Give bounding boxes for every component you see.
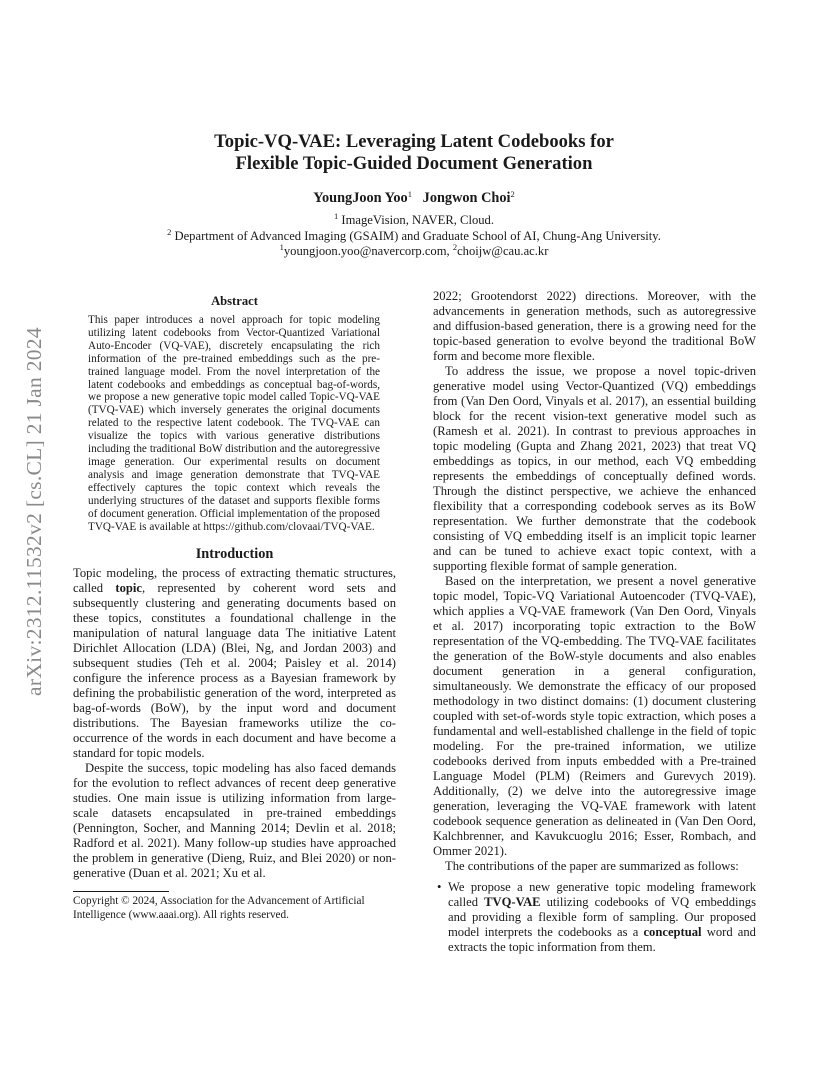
affiliation-text: ImageVision, NAVER, Cloud. — [338, 213, 494, 227]
arxiv-identifier — [16, 291, 52, 731]
email-1: youngjoon.yoo@navercorp.com, — [283, 244, 453, 258]
paper-title — [100, 131, 728, 175]
author-name: YoungJoon Yoo — [313, 190, 408, 206]
contributions-list — [433, 880, 756, 955]
copyright-notice: Copyright © 2024, Association for the Advancement of Artificial Intelligence (www.aaai.org). All rights reserved. — [73, 895, 365, 921]
author-emails — [100, 244, 728, 259]
intro-p1-text: Topic modeling, the process of extracting thematic structures, called — [73, 566, 396, 596]
arxiv-identifier-text: arXiv:2312.11532v2 [cs.CL] 21 Jan 2024 — [21, 326, 46, 696]
affiliation-mark: 1 — [334, 211, 339, 221]
author-list — [100, 190, 728, 207]
intro-paragraph-2: Despite the success, topic modeling has also faced demands for the evolution to reflect advances of recent deep generative studies. One main issue is utilizing information from large-scale datasets encapsulated in pre-trained embeddings (Pennington, Socher, and Manning 2014; Devlin et al. 2018; Radford et al. 2021). Many follow-up studies have approached the problem in generative (Dieng, Ruiz, and Blei 2020) or non-generative (Duan et al. 2021; Xu et al. — [73, 761, 396, 881]
right-column — [433, 289, 756, 955]
intro-p1-text-cont: , represented by coherent word sets and subsequently clustering and generating documents based on these topics, constitutes a foundational challenge in the manipulation of natural language data The initiative Latent Dirichlet Allocation (LDA) (Blei, Ng, and Jordan 2003) and subsequent studies (Teh et al. 2004; Paisley et al. 2014) configure the inference process as a Bayesian framework by defining the probabilistic generation of the word, interpreted as bag-of-words (BoW), by the input word and document distributions. The Bayesian frameworks utilize the co-occurrence of the words in each document and have become a standard for topic models. — [73, 581, 396, 761]
affiliation-text: Department of Advanced Imaging (GSAIM) and Graduate School of AI, Chung-Ang University. — [171, 229, 661, 243]
footnote-rule — [73, 891, 169, 892]
introduction-heading: Introduction — [195, 546, 274, 563]
author-affiliation-mark: 1 — [407, 189, 412, 199]
abstract-text: This paper introduces a novel approach for topic modeling utilizing latent codebooks from Vector-Quantized Variational Auto-Encoder (VQ-VAE), discretely encapsulating the rich information of the pre-trained embeddings such as the pre-trained language model. From the novel interpretation of the latent codebooks and embeddings as conceptual bag-of-words, we propose a new generative topic model called Topic-VQ-VAE (TVQ-VAE) which inversely generates the original documents related to the respective latent codebook. The TVQ-VAE can visualize the topics with various generative distributions including the traditional BoW distribution and the autoregressive image generation. Our experimental results on document analysis and image generation demonstrate that TVQ-VAE effectively captures the topic context which reveals the underlying structures of the dataset and supports flexible forms of document generation. Official implementation of the proposed TVQ-VAE is available at https://github.com/clovaai/TVQ-VAE. — [88, 314, 380, 533]
contribution-item — [437, 880, 756, 955]
right-paragraph-0: 2022; Grootendorst 2022) directions. Moreover, with the advancements in generation methods, such as autoregressive and diffusion-based generation, there is a growing need for the topic-based generation to evolve beyond the traditional BoW form and become more flexible. — [433, 289, 756, 363]
intro-p1-bold-term: topic — [115, 581, 142, 596]
bullet-bold-term-2: conceptual — [643, 925, 702, 939]
affiliation-mark: 2 — [167, 227, 172, 237]
email-mark: 2 — [452, 242, 458, 252]
intro-paragraph-1 — [73, 566, 396, 761]
title-line-2: Flexible Topic-Guided Document Generation — [235, 153, 593, 174]
author-affiliation-mark: 2 — [510, 189, 515, 199]
abstract-heading: Abstract — [211, 294, 258, 308]
right-paragraph-3: The contributions of the paper are summarized as follows: — [445, 859, 739, 873]
right-paragraph-2: Based on the interpretation, we present a novel generative topic model, Topic-VQ Variational Autoencoder (TVQ-VAE), which applies a VQ-VAE framework (Van Den Oord, Vinyals et al. 2017) incorporating topic extraction to the BoW representation of the VQ-embedding. The TVQ-VAE facilitates the generation of the BoW-style documents and also enables document generation in a general configuration, simultaneously. We demonstrate the efficacy of our proposed methodology in two distinct domains: (1) document clustering coupled with set-of-words style topic extraction, which poses a fundamental and well-established challenge in the field of topic modeling. For the pre-trained information, we utilize codebooks derived from inputs embedded with a Pre-trained Language Model (PLM) (Reimers and Gurevych 2019). Additionally, (2) we delve into the autoregressive image generation, leveraging the VQ-VAE framework with latent codebook sequence generation as delineated in (Van Den Oord, Kalchbrenner, and Kavukcuoglu 2016; Esser, Rombach, and Ommer 2021). — [433, 574, 756, 858]
right-paragraph-1: To address the issue, we propose a novel topic-driven generative model using Vector-Quantized (VQ) embeddings from (Van Den Oord, Vinyals et al. 2017), an essential building block for the recent vision-text generative model such as (Ramesh et al. 2021). In contrast to previous approaches in topic modeling (Gupta and Zhang 2021, 2023) that treat VQ embeddings as topics, in our method, each VQ embedding represents the embeddings of conceptually defined words. Through the distinct perspective, we achieve the enhanced flexibility that a corresponding codebook serves as its BoW representation. We further demonstrate that the codebook consisting of VQ embedding itself is an implicit topic learner and can be tuned to achieve exact topic context, with a supporting flexible format of sample generation. — [433, 364, 756, 573]
author-name: Jongwon Choi — [422, 190, 511, 206]
bullet-text-end: word and extracts the topic information from them. — [448, 925, 756, 954]
bullet-bold-term: TVQ-VAE — [484, 895, 541, 909]
bullet-text-cont: utilizing codebooks of VQ embeddings and providing a flexible form of sampling. Our proposed model interprets the codebooks as a — [448, 895, 756, 939]
left-column — [73, 294, 396, 922]
email-mark: 1 — [279, 242, 284, 252]
email-2: choijw@cau.ac.kr — [457, 244, 549, 258]
bullet-text: We propose a new generative topic modeling framework called — [448, 880, 756, 909]
title-line-1: Topic-VQ-VAE: Leveraging Latent Codebooks for — [214, 131, 614, 152]
affiliation-2 — [100, 229, 728, 244]
bullet-mark: • — [437, 880, 442, 894]
affiliation-1 — [100, 213, 728, 228]
